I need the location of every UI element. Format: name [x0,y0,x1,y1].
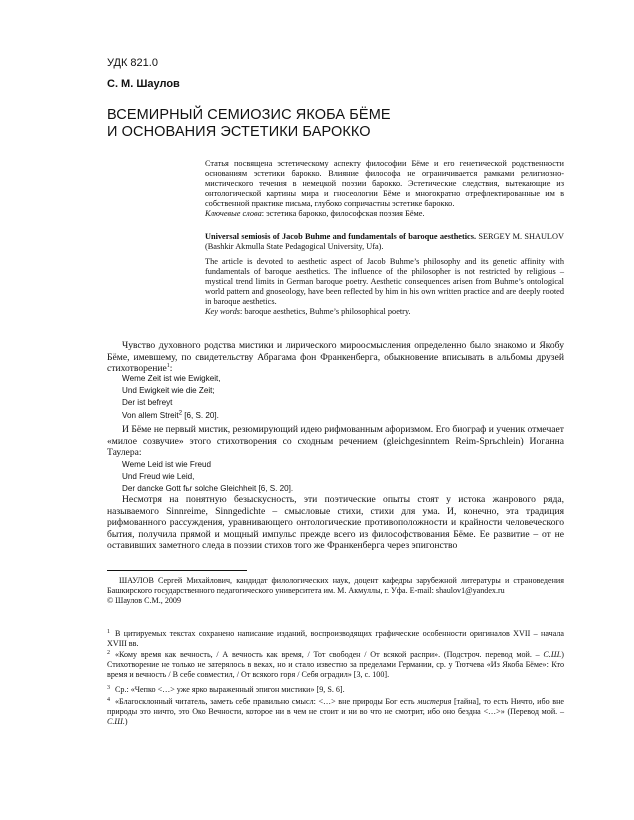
poem1-ref: [6, S. 20]. [182,410,219,420]
abstract-english-heading [205,232,564,252]
fn4-number: 4 [107,697,110,703]
fn4-text-b: [тайна], то есть Ничто, ибо вне природы это ничто, это Око Вечности, которое ни в чем не стоит и ни во что не смотрит, ибо оно бездна <…>» (Перевод мой. – [107,697,564,716]
p3-text: Несмотря на понятную безыскусность, эти поэтические опыты стоят у истока жанрового ряда, называемого Sinnreime, Sinngedichte – смысловые стихи, стихи для ума. И, конечно, эта традиция рифмованного рассуждения, уравнивающего онтологические противоположности и крайности человеческого бытия, получила прямой и мощный импульс прежде всего из философствования Бёме. Ее развитие – от не оставивших заметного следа в поэзии стихов того же Франкенберга через эпигонство [107,494,564,551]
poem2-line-1: Wеmе Leid ist wie Freud [122,460,212,469]
abstract-en-title: Universal semiosis of Jacob Buhme and fundamentals of baroque aesthetics. [205,232,477,241]
footnote-4 [107,695,564,727]
poem-tauler [122,459,293,496]
fn2-text-b: ) Стихотворение не только не затерялось в веках, но и стало известно за пределами Германии, ср. у Тютчева «Из Якоба Бёме»: Кто время и вечность / В себе совместил, / От всякого горя / Себя оградил» [3, с. 100]. [107,650,564,679]
body-paragraph-3 [107,494,564,552]
footnote-ref-1: 1 [166,362,170,369]
fn2-text-a: «Кому время как вечность, / А вечность как время, / Тот свободен / От всякой распри». (Подстроч. перевод мой. – [115,650,544,659]
keywords-ru [205,209,564,219]
fn4-initials: С.Ш. [107,717,125,726]
author-name: С. М. Шаулов [107,78,180,90]
footnote-3 [107,683,564,695]
keywords-en-values: : baroque aesthetics, Buhme’s philosophical poetry. [239,307,411,316]
fn3-number: 3 [107,685,110,691]
poem1-line-3: Der ist befreyt [122,398,173,408]
fn4-text-a: «Благосклонный читатель, заметь себе правильно смысл: <…> вне природы Бог есть [115,697,418,706]
fn2-number: 2 [107,650,110,656]
poem2-line-3: Der dancke Gott fьr solche Gleichheit [6, S. 20]. [122,484,294,494]
poem-boehme [122,373,221,422]
keywords-ru-label: Ключевые слова [205,209,262,218]
abstract-russian [205,159,564,219]
author-info: ШАУЛОВ Сергей Михайлович, кандидат филологических наук, доцент кафедры зарубежной литературы и страноведения Башкирского государственного педагогического университета им. М. Акмуллы, г. Уфа. E-mail: shaulov1@yandex.ru [107,576,564,595]
article-title [107,107,527,141]
footnote-divider [107,570,247,571]
copyright: © Шаулов С.М., 2009 [107,596,182,605]
keywords-ru-values: : эстетика барокко, философская поэзия Бёме. [261,209,425,218]
poem1-line-4 [122,410,221,422]
poem1-line-1: Wеmе Zeit ist wie Ewigkeit, [122,374,221,383]
fn1-text: В цитируемых текстах сохранено написание изданий, воспроизводящих графические особенности оригиналов XVII – начала XVIII вв. [107,629,564,648]
keywords-en [205,307,564,317]
title-line-1: ВСЕМИРНЫЙ СЕМИОЗИС ЯКОБА БЁМЕ [107,107,391,123]
abstract-en-text: The article is devoted to aesthetic aspect of Jacob Buhme’s philosophy and its genetic affinity with fundamentals of baroque aesthetics. The influence of the philosopher is not restricted by religious – mystical trend limits in German baroque poetry. Aesthetic consequences arisen from Buhme’s ontological world pattern and gnoseology, have been reflected by him in his own written practice and are deeply rooted in baroque aesthetics. [205,257,564,306]
fn3-text: Ср.: «Чепко <…> уже ярко выраженный эпигон мистики» [9, S. 6]. [115,685,345,694]
footnote-2 [107,648,564,680]
title-line-2: И ОСНОВАНИЯ ЭСТЕТИКИ БАРОККО [107,124,371,140]
fn4-text-c: ) [124,717,128,726]
p1-text: Чувство духовного родства мистики и лирического мироосмысления определенно было знакомо и Якобу Бёме, имевшему, по свидетельству Абрагама фон Франкенберга, обыкновение вписывать в альбомы друзей стихотворение [107,340,564,374]
fn4-italic: мистерия [417,697,452,706]
keywords-en-label: Key words [205,307,240,316]
body-paragraph-1 [107,340,564,375]
poem2-line-2: Und Freud wie Leid, [122,472,195,482]
fn1-number: 1 [107,629,110,635]
poem1-last: Von allem Streit [122,410,179,420]
abstract-en-author: SERGEY M. SHAULOV (Bashkir Akmulla State Pedagogical University, Ufa). [205,232,564,251]
footnote-author-info [107,576,564,606]
p1-end: : [169,363,173,374]
abstract-ru-text: Статья посвящена эстетическому аспекту философии Бёме и его генетической родственности основаниям эстетики барокко. Влияние философа не ограничивается рамками религиозно-мистического течения в немецкой поэзии барокко. Эстетические следствия, вытекающие из онтологической картины мира и гносеологии Бёме и многократно отрефлектированные им в собственной практике письма, глубоко сопричастны эстетике барокко. [205,159,564,208]
udk-code: УДК 821.0 [107,57,158,69]
poem1-line-2: Und Ewigkeit wie die Zeit; [122,386,215,396]
p2-text: И Бёме не первый мистик, резюмирующий идею рифмованным афоризмом. Его биограф и ученик отмечает «милое созвучие» этого стихотворения со сходным речением (gleichgesinntem Reim-Sprьchlein) Иоганна Таулера: [107,424,564,458]
fn2-initials: С.Ш. [543,650,562,659]
footnote-1 [107,627,564,649]
body-paragraph-2 [107,424,564,459]
footnote-ref-2: 2 [178,409,183,416]
abstract-english [205,257,564,317]
